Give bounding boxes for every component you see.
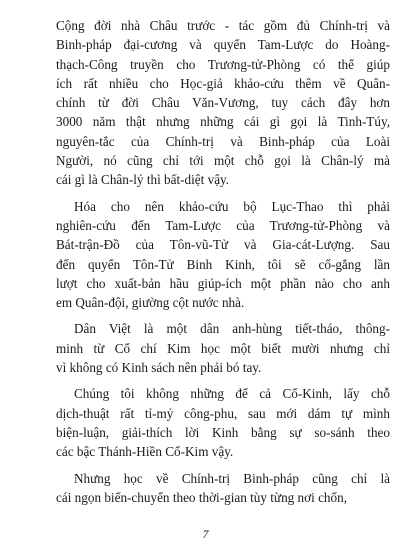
text-line: Binh-pháp đại-cương và quyển Tam-Lược do Hoàng- [56,37,390,53]
text-line: Chúng tôi không những để cả Cổ-Kinh, lấy chỗ [74,386,390,402]
text-line: dịch-thuật rất tỉ-mỷ công-phu, sau mới dám tự mình [56,405,390,421]
text-line: biện-luận, giải-thích lời Kinh bằng sự so-sánh theo [56,424,390,440]
paragraph-gap [56,190,390,197]
text-line: thạch-Công truyền cho Trương-tử-Phòng có thể giúp [56,56,390,72]
text-line: Cộng đời nhà Châu trước - tác gồm đủ Chính-trị và [56,18,390,33]
text-line: đến quyển Tôn-Tử Binh Kinh, tôi sẽ cố-gắng lần [56,256,390,272]
text-line: cái ngọn biến-chuyển theo thời-gian tùy từng nơi chốn, [56,489,348,505]
paragraph-gap [56,462,390,469]
text-line: chính từ đời Châu Văn-Vương, tuy cách đây hơn [56,95,390,111]
text-line: cái gì là Chân-lý thì bất-diệt vậy. [56,172,230,188]
text-line: nguyên-tắc của Chính-trị và Binh-pháp của Loài [56,133,390,149]
text-line: ích rất nhiều cho Học-giả khảo-cứu thêm về Quân- [56,75,390,91]
text-line: các bậc Thánh-Hiền Cổ-Kim vậy. [56,444,234,460]
text-line: 3000 năm thật nhưng những cái gì gọi là Tinh-Túy, [56,114,390,130]
text-line: lượt cho xuất-bản hầu giúp-ích một phần nào cho anh [56,275,390,291]
text-line: Bát-trận-Đồ của Tôn-vũ-Tử và Gia-cát-Lượng. Sau [56,237,390,253]
paragraph [56,469,390,508]
page-number: 7 [202,527,209,541]
paragraph [56,319,390,377]
body-text [56,16,390,507]
text-line: Hóa cho nên khảo-cứu bộ Lục-Thao thì phải [74,198,390,214]
text-line: Người, nó cũng chỉ tới một chỗ gọi là Chân-lý mà [56,153,390,169]
paragraph-gap [56,312,390,319]
text-line: Nhưng học về Chính-trị Binh-pháp cũng chỉ là [74,470,390,486]
paragraph [56,16,390,190]
text-line: nghiên-cứu đến Tam-Lược của Trương-tử-Phòng và [56,217,390,233]
text-line: Dân Việt là một dân anh-hùng tiết-tháo, thông- [74,321,390,337]
paragraph [56,197,390,313]
text-line: em Quân-đội, giường cột nước nhà. [56,295,245,311]
paragraph-gap [56,377,390,384]
text-line: minh từ Cổ chí Kim học một biết mười nhưng chỉ [56,340,390,356]
paragraph [56,384,390,461]
text-line: vì không có Kinh sách nên phải bó tay. [56,360,262,376]
